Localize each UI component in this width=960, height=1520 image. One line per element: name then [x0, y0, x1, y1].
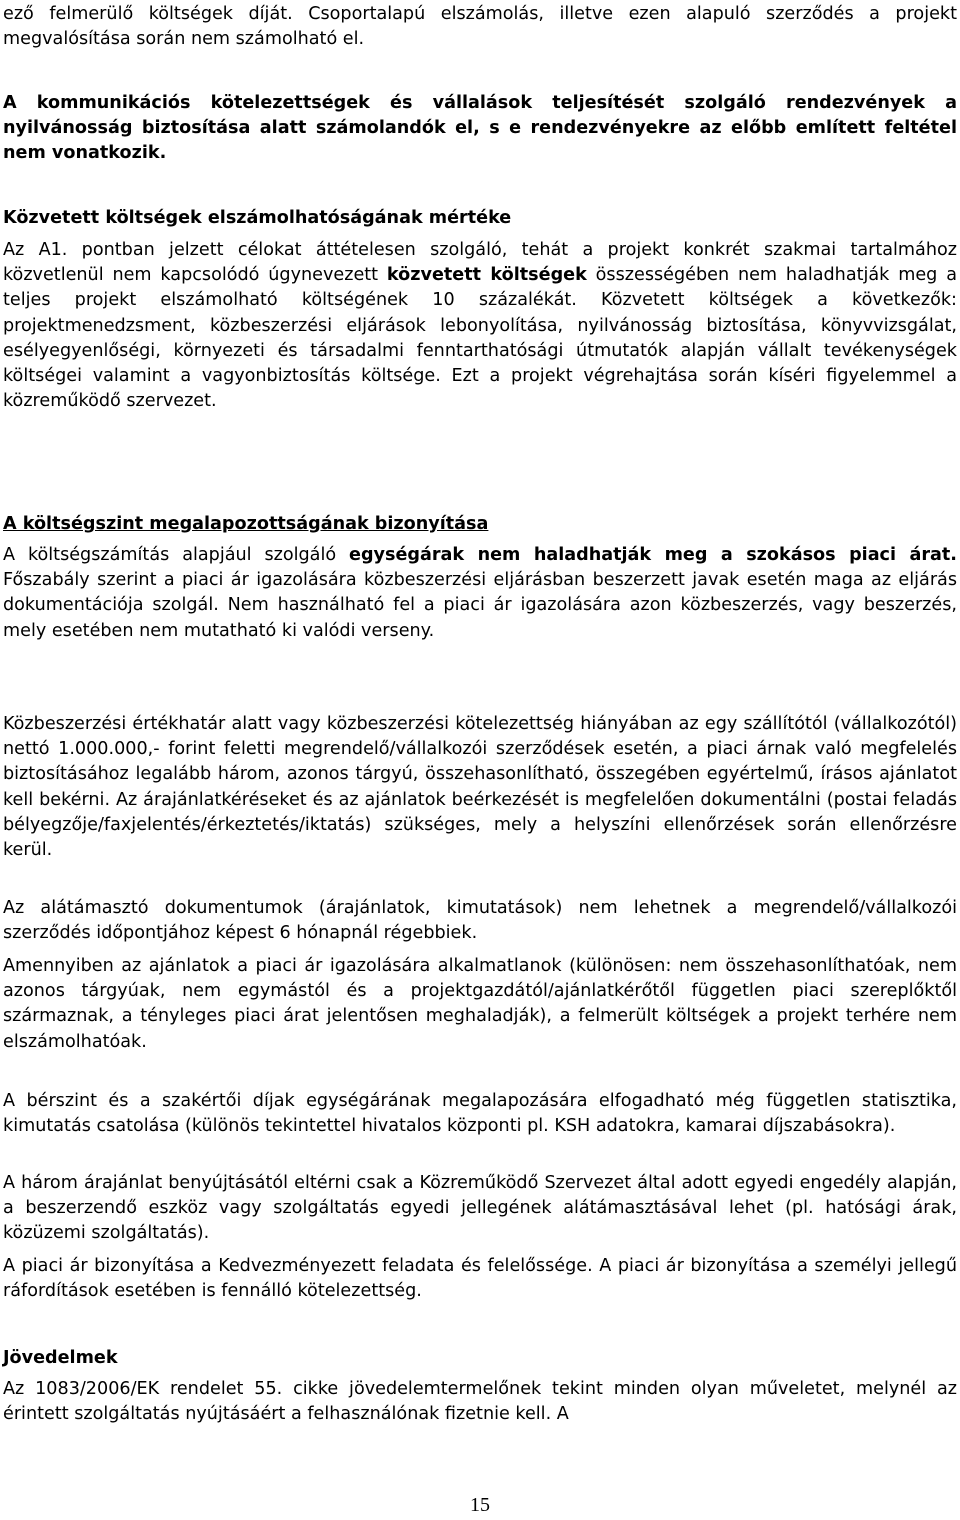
paragraph-income	[3, 1377, 957, 1427]
paragraph-supporting-documents	[3, 896, 957, 946]
paragraph-unsuitable-offers	[3, 954, 957, 1055]
paragraph-three-offers	[3, 1171, 957, 1247]
paragraph-threshold-text: Közbeszerzési értékhatár alatt vagy közbeszerzési kötelezettség hiányában az egy szállítótól (vállalkozótól) nettó 1.000.000,- forint feletti megrendelő/vállalkozói szerződések esetén, a piaci árnak való megfelelés biztosításához legalább három, azonos tárgyú, összehasonlítható, összegében egyértelmű, írásos ajánlatot kell bekérni. Az árajánlatkéréseket és az ajánlatok beérkezését is megfelelően dokumentálni (postai feladás bélyegzője/faxjelentés/érkeztetés/iktatás) szükséges, mely a helyszíni ellenőrzések során ellenőrzésre kerül.	[3, 714, 957, 861]
heading-indirect-costs: Közvetett költségek elszámolhatóságának mértéke	[3, 208, 512, 228]
paragraph-three-offers-text: A három árajánlat benyújtásától eltérni csak a Közreműködő Szervezet által adott egyedi engedély alapján, a beszerzendő eszköz vagy szolgáltatás egyedi jellegének alátámasztásával lehet (pl. hatósági árak, közüzemi szolgáltatás).	[3, 1173, 957, 1244]
page-number: 15	[470, 1494, 490, 1516]
paragraph-cost-bold: egységárak nem haladhatják meg a szokásos piaci árat.	[349, 545, 957, 565]
paragraph-responsibility	[3, 1254, 957, 1304]
paragraph-supporting-text: Az alátámasztó dokumentumok (árajánlatok, kimutatások) nem lehetnek a megrendelő/vállalkozói szerződés időpontjához képest 6 hónapnál régebbiek.	[3, 898, 957, 944]
paragraph-intro	[3, 2, 957, 52]
paragraph-threshold	[3, 712, 957, 863]
paragraph-cost-text-1: A költségszámítás alapjául szolgáló	[3, 545, 350, 565]
paragraph-unsuitable-text: Amennyiben az ajánlatok a piaci ár igazolására alkalmatlanok (különösen: nem összehasonlíthatóak, nem azonos tárgyúak, nem egymástól és a projektgazdától/ajánlatkérőtől független piaci szereplőktől származnak, a tényleges piaci árat jelentősen meghaladják), a felmerült költségek a projekt terhére nem elszámolhatóak.	[3, 956, 957, 1052]
paragraph-income-text: Az 1083/2006/EK rendelet 55. cikke jövedelemtermelőnek tekint minden olyan műveletet, melynél az érintett szolgáltatás nyújtásáért a felhasználónak fizetnie kell. A	[3, 1379, 957, 1425]
paragraph-indirect-text-1: Az A1. pontban jelzett célokat áttételesen szolgáló, tehát a projekt konkrét szakmai tartalmához közvetlenül nem kapcsolódó úgynevezett	[3, 240, 957, 286]
paragraph-responsibility-text: A piaci ár bizonyítása a Kedvezményezett feladata és felelőssége. A piaci ár bizonyítása a személyi jellegű ráfordítások esetében is fennálló kötelezettség.	[3, 1256, 957, 1302]
paragraph-indirect-text-2: összességében nem haladhatják meg a teljes projekt elszámolható költségének 10 százalékát. Közvetett költségek a következők: projektmenedzsment, közbeszerzési eljárások lebonyolítása, nyilvánosság biztosítása, könyvvizsgálat, esélyegyenlőségi, környezeti és társadalmi fenntarthatósági útmutatók alapján vállalt tevékenységek költségei valamint a vagyonbiztosítás költsége. Ezt a projekt végrehajtása során kíséri figyelemmel a közreműködő szervezet.	[3, 265, 957, 412]
paragraph-wages	[3, 1089, 957, 1139]
paragraph-indirect-bold: közvetett költségek	[386, 265, 587, 286]
heading-income: Jövedelmek	[3, 1348, 118, 1368]
paragraph-indirect-costs	[3, 238, 957, 414]
paragraph-cost-level	[3, 543, 957, 644]
paragraph-communication	[3, 91, 957, 167]
paragraph-intro-text: ező felmerülő költségek díját. Csoportalapú elszámolás, illetve ezen alapuló szerződés a projekt megvalósítása során nem számolható el.	[3, 4, 957, 50]
paragraph-cost-text-2: Főszabály szerint a piaci ár igazolására közbeszerzési eljárásban beszerzett javak esetén maga az eljárás dokumentációja szolgál. Nem használható fel a piaci ár igazolására azon közbeszerzés, vagy beszerzés, mely esetében nem mutatható ki valódi verseny.	[3, 570, 957, 641]
paragraph-communication-text: A kommunikációs kötelezettségek és vállalások teljesítését szolgáló rendezvények a nyilvánosság biztosítása alatt számolandók el, s e rendezvényekre az előbb említett feltétel nem vonatkozik.	[3, 93, 957, 164]
paragraph-wages-text: A bérszint és a szakértői díjak egységárának megalapozására elfogadható még független statisztika, kimutatás csatolása (különös tekintettel hivatalos központi pl. KSH adatokra, kamarai díjszabásokra).	[3, 1091, 957, 1137]
heading-cost-level: A költségszint megalapozottságának bizonyítása	[3, 514, 489, 534]
